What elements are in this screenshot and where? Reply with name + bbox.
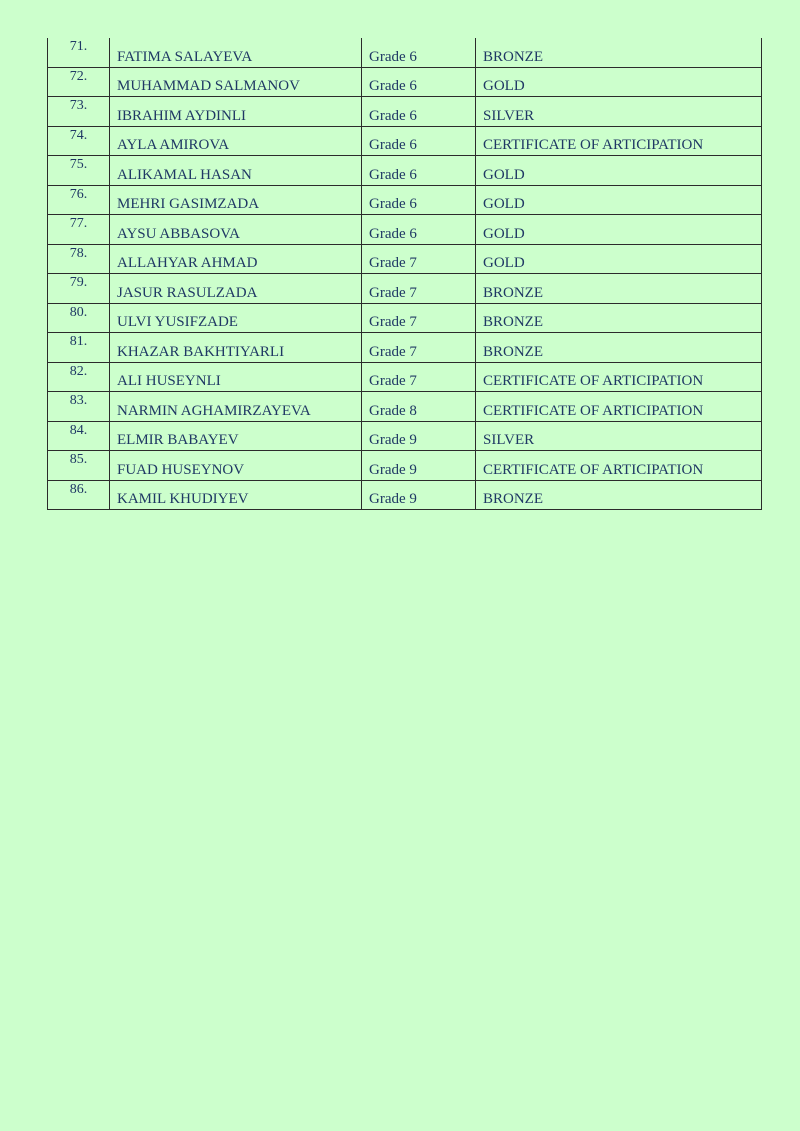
student-name: MEHRI GASIMZADA [110, 185, 362, 215]
student-grade: Grade 7 [362, 274, 476, 304]
student-grade: Grade 6 [362, 38, 476, 67]
row-number: 71. [48, 38, 110, 67]
row-number: 77. [48, 215, 110, 245]
table-row [48, 185, 762, 215]
table-row [48, 480, 762, 510]
results-table [47, 38, 762, 510]
row-number: 76. [48, 185, 110, 215]
student-grade: Grade 7 [362, 333, 476, 363]
student-name: AYLA AMIROVA [110, 126, 362, 156]
student-grade: Grade 6 [362, 185, 476, 215]
award-level: BRONZE [476, 333, 762, 363]
student-grade: Grade 7 [362, 244, 476, 274]
row-number: 75. [48, 156, 110, 186]
row-number: 83. [48, 392, 110, 422]
student-name: JASUR RASULZADA [110, 274, 362, 304]
award-level: CERTIFICATE OF ARTICIPATION [476, 362, 762, 392]
student-grade: Grade 6 [362, 126, 476, 156]
student-name: ALLAHYAR AHMAD [110, 244, 362, 274]
award-level: BRONZE [476, 274, 762, 304]
award-level: GOLD [476, 215, 762, 245]
award-level: BRONZE [476, 480, 762, 510]
student-grade: Grade 6 [362, 97, 476, 127]
award-level: GOLD [476, 67, 762, 97]
student-grade: Grade 7 [362, 362, 476, 392]
table-row [48, 451, 762, 481]
table-row [48, 333, 762, 363]
student-grade: Grade 7 [362, 303, 476, 333]
row-number: 74. [48, 126, 110, 156]
award-level: CERTIFICATE OF ARTICIPATION [476, 126, 762, 156]
table-row [48, 38, 762, 67]
award-level: GOLD [476, 156, 762, 186]
table-row [48, 362, 762, 392]
award-level: CERTIFICATE OF ARTICIPATION [476, 392, 762, 422]
table-row [48, 156, 762, 186]
row-number: 78. [48, 244, 110, 274]
row-number: 81. [48, 333, 110, 363]
row-number: 85. [48, 451, 110, 481]
table-row [48, 67, 762, 97]
student-grade: Grade 6 [362, 156, 476, 186]
table-row [48, 215, 762, 245]
award-level: BRONZE [476, 303, 762, 333]
table-row [48, 392, 762, 422]
award-level: GOLD [476, 244, 762, 274]
row-number: 73. [48, 97, 110, 127]
student-grade: Grade 9 [362, 451, 476, 481]
results-table-body [48, 38, 762, 510]
award-level: BRONZE [476, 38, 762, 67]
award-level: SILVER [476, 97, 762, 127]
student-name: AYSU ABBASOVA [110, 215, 362, 245]
student-name: MUHAMMAD SALMANOV [110, 67, 362, 97]
row-number: 80. [48, 303, 110, 333]
table-row [48, 421, 762, 451]
table-row [48, 126, 762, 156]
award-level: GOLD [476, 185, 762, 215]
student-name: ALIKAMAL HASAN [110, 156, 362, 186]
table-row [48, 97, 762, 127]
award-level: SILVER [476, 421, 762, 451]
row-number: 72. [48, 67, 110, 97]
student-name: FATIMA SALAYEVA [110, 38, 362, 67]
table-row [48, 274, 762, 304]
row-number: 86. [48, 480, 110, 510]
student-name: ELMIR BABAYEV [110, 421, 362, 451]
student-grade: Grade 9 [362, 421, 476, 451]
row-number: 79. [48, 274, 110, 304]
student-name: IBRAHIM AYDINLI [110, 97, 362, 127]
student-name: KAMIL KHUDIYEV [110, 480, 362, 510]
student-name: ALI HUSEYNLI [110, 362, 362, 392]
student-name: ULVI YUSIFZADE [110, 303, 362, 333]
table-row [48, 244, 762, 274]
student-name: NARMIN AGHAMIRZAYEVA [110, 392, 362, 422]
row-number: 82. [48, 362, 110, 392]
table-row [48, 303, 762, 333]
student-name: KHAZAR BAKHTIYARLI [110, 333, 362, 363]
student-grade: Grade 8 [362, 392, 476, 422]
row-number: 84. [48, 421, 110, 451]
student-grade: Grade 6 [362, 215, 476, 245]
student-name: FUAD HUSEYNOV [110, 451, 362, 481]
award-level: CERTIFICATE OF ARTICIPATION [476, 451, 762, 481]
student-grade: Grade 6 [362, 67, 476, 97]
student-grade: Grade 9 [362, 480, 476, 510]
